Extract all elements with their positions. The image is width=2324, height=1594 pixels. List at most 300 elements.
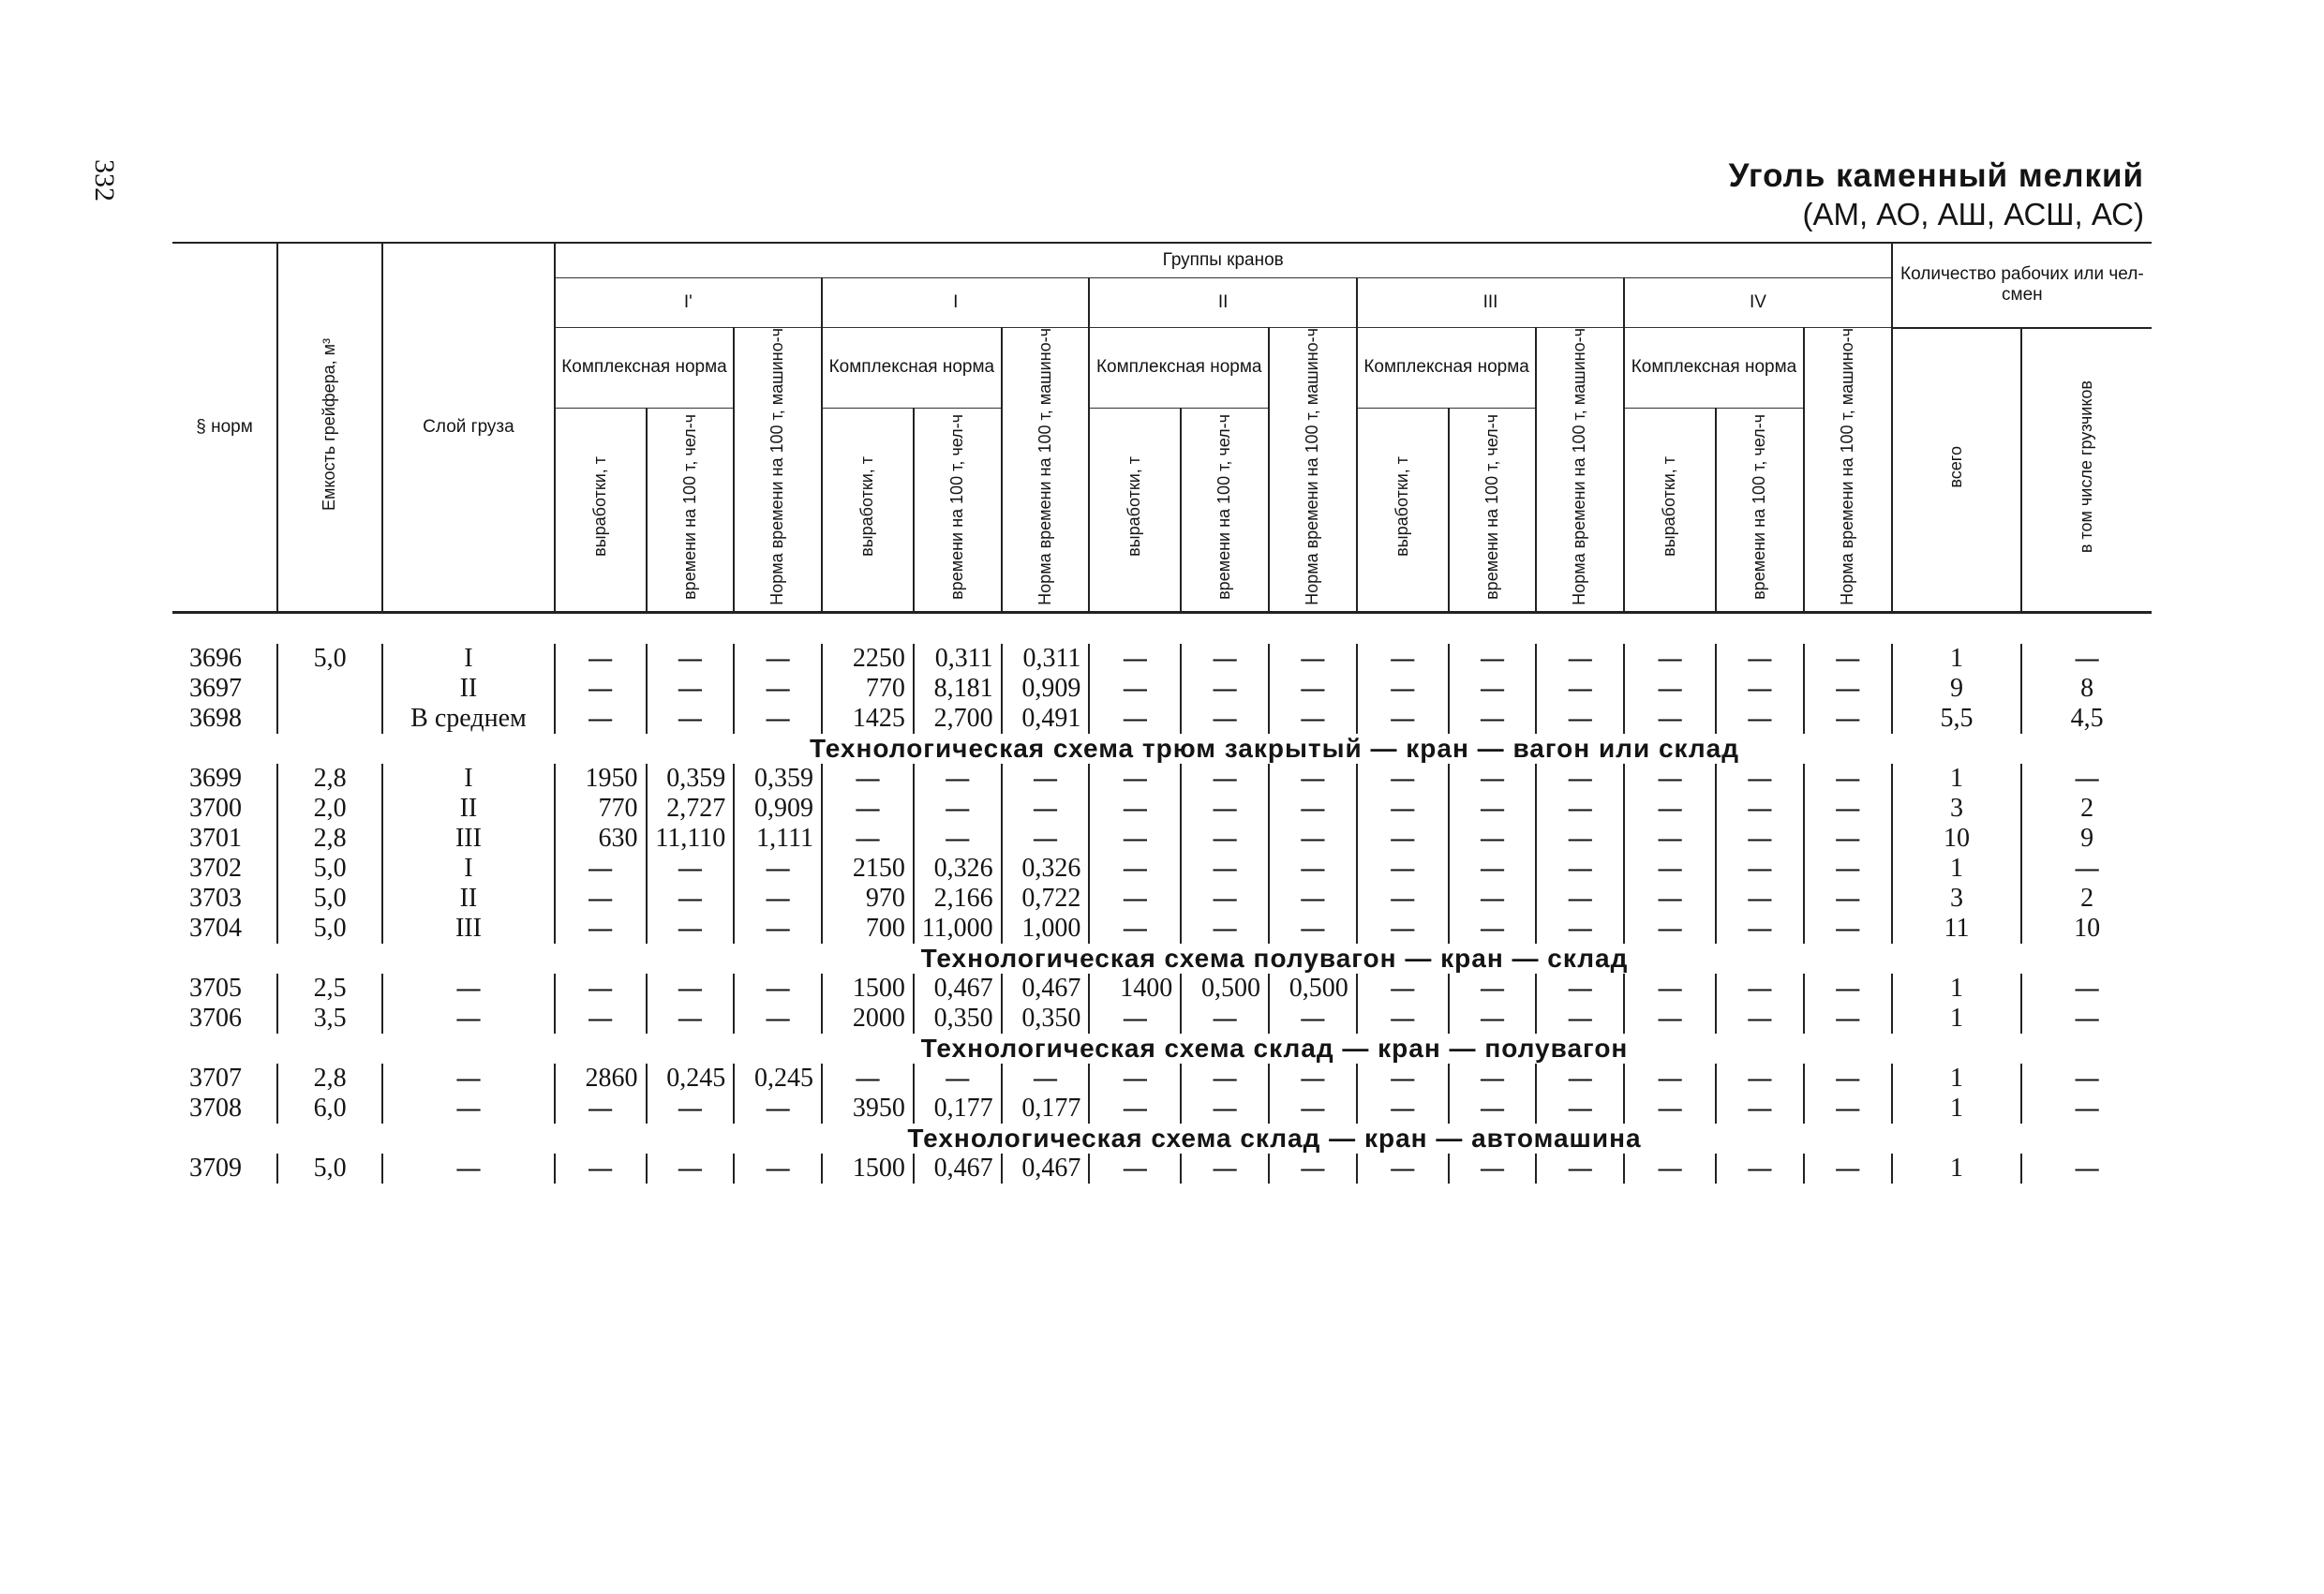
header-workers-loaders	[2021, 328, 2152, 613]
header-machine-time-text: Норма времени на 100 т, машино-ч	[1570, 328, 1589, 605]
crane-value: —	[822, 1064, 914, 1094]
spacer-row	[172, 612, 2152, 644]
workers-total: 1	[1892, 1064, 2022, 1094]
crane-value: —	[1449, 764, 1537, 794]
table-row	[172, 1154, 2152, 1184]
crane-value: —	[734, 884, 822, 914]
crane-value: 0,467	[914, 1154, 1002, 1184]
crane-value: 0,467	[914, 974, 1002, 1004]
grab-capacity: 2,8	[277, 824, 382, 854]
crane-value: 0,491	[1002, 704, 1090, 734]
cargo-layer: III	[382, 914, 554, 944]
workers-total: 5,5	[1892, 704, 2022, 734]
crane-value: 2250	[822, 644, 914, 674]
crane-value: —	[1449, 794, 1537, 824]
norms-table	[172, 242, 2152, 1184]
cargo-layer: II	[382, 794, 554, 824]
crane-value: —	[1624, 1004, 1716, 1034]
crane-value: 770	[822, 674, 914, 704]
crane-value: —	[1804, 914, 1892, 944]
workers-loaders: —	[2021, 644, 2152, 674]
crane-value: —	[1002, 764, 1090, 794]
crane-value: —	[647, 854, 735, 884]
crane-value: —	[1536, 674, 1624, 704]
header-group-4: IV	[1624, 278, 1892, 328]
grab-capacity: 2,8	[277, 1064, 382, 1094]
crane-value: 0,311	[1002, 644, 1090, 674]
norm-number: 3700	[189, 793, 242, 823]
header-output-3	[1357, 408, 1449, 612]
header-complex-norm-4: Комплексная норма	[1624, 328, 1804, 409]
crane-value: —	[1804, 704, 1892, 734]
header-grab-capacity-text: Емкость грейфера, м³	[320, 337, 339, 511]
crane-value: —	[1804, 764, 1892, 794]
header-cargo-layer: Слой груза	[382, 243, 554, 612]
header-output-text: выработки, т	[1392, 456, 1411, 558]
header-time-1	[914, 408, 1002, 612]
header-time-text: времени на 100 т, чел-ч	[1214, 413, 1234, 600]
header-machine-time-3	[1536, 328, 1624, 613]
crane-value: —	[1624, 854, 1716, 884]
crane-value: —	[914, 794, 1002, 824]
crane-value: —	[734, 854, 822, 884]
crane-value: —	[1181, 764, 1269, 794]
crane-value: —	[555, 974, 647, 1004]
crane-value: —	[1624, 824, 1716, 854]
grab-capacity: 5,0	[277, 854, 382, 884]
header-group-1: I	[822, 278, 1089, 328]
crane-value: —	[1716, 974, 1804, 1004]
crane-value: —	[1269, 1064, 1357, 1094]
crane-value: —	[1536, 914, 1624, 944]
crane-value: —	[822, 764, 914, 794]
crane-value: —	[734, 674, 822, 704]
crane-value: —	[1089, 674, 1181, 704]
grab-capacity: 5,0	[277, 914, 382, 944]
crane-value: —	[1716, 1094, 1804, 1124]
header-workers-total	[1892, 328, 2022, 613]
crane-value: —	[1449, 674, 1537, 704]
header-output-4	[1624, 408, 1716, 612]
table-row	[172, 884, 2152, 914]
crane-value: —	[734, 1154, 822, 1184]
crane-value: —	[734, 1004, 822, 1034]
crane-value: 1400	[1089, 974, 1181, 1004]
crane-value: —	[1269, 644, 1357, 674]
grab-capacity: 6,0	[277, 1094, 382, 1124]
crane-value: —	[734, 1094, 822, 1124]
header-output-0	[555, 408, 647, 612]
crane-value: —	[1181, 674, 1269, 704]
header-group-2: II	[1089, 278, 1356, 328]
header-output-text: выработки, т	[857, 456, 877, 558]
crane-value: —	[647, 914, 735, 944]
crane-value: —	[1716, 914, 1804, 944]
crane-value: —	[1624, 1064, 1716, 1094]
crane-value: —	[734, 704, 822, 734]
crane-value: —	[647, 884, 735, 914]
norm-number: 3703	[189, 883, 242, 913]
header-norm-no: § норм	[172, 243, 277, 612]
scheme-title: Технологическая схема склад — кран — полувагон	[920, 1033, 1629, 1063]
norm-number: 3696	[189, 643, 242, 673]
crane-value: —	[555, 644, 647, 674]
crane-value: —	[1181, 644, 1269, 674]
crane-value: —	[1357, 824, 1449, 854]
header-output-text: выработки, т	[589, 456, 609, 558]
crane-value: —	[1269, 1094, 1357, 1124]
crane-value: 630	[555, 824, 647, 854]
crane-value: —	[1536, 704, 1624, 734]
crane-value: —	[1536, 1064, 1624, 1094]
workers-loaders: —	[2021, 1064, 2152, 1094]
header-time-2	[1181, 408, 1269, 612]
norm-number: 3697	[189, 673, 242, 703]
crane-value: —	[1804, 1004, 1892, 1034]
crane-value: —	[1269, 1154, 1357, 1184]
norm-number: 3709	[189, 1153, 242, 1183]
crane-value: —	[1624, 674, 1716, 704]
crane-value: —	[1804, 884, 1892, 914]
crane-value: 0,359	[647, 764, 735, 794]
crane-value: —	[1804, 644, 1892, 674]
crane-value: —	[1716, 824, 1804, 854]
crane-value: —	[1624, 644, 1716, 674]
crane-value: —	[647, 1094, 735, 1124]
header-time-0	[647, 408, 735, 612]
crane-value: 8,181	[914, 674, 1002, 704]
cargo-layer: В среднем	[382, 704, 554, 734]
scheme-title: Технологическая схема полувагон — кран — склад	[920, 943, 1629, 973]
cargo-layer: —	[382, 1004, 554, 1034]
header-time-text: времени на 100 т, чел-ч	[1482, 413, 1501, 600]
crane-value: —	[1536, 764, 1624, 794]
scheme-title: Технологическая схема трюм закрытый — кран — вагон или склад	[809, 733, 1740, 763]
table-row	[172, 824, 2152, 854]
crane-value: 770	[555, 794, 647, 824]
crane-value: —	[1357, 794, 1449, 824]
crane-value: 0,177	[914, 1094, 1002, 1124]
header-time-text: времени на 100 т, чел-ч	[946, 413, 966, 600]
grab-capacity: 3,5	[277, 1004, 382, 1034]
table-row	[172, 644, 2152, 674]
crane-value: —	[1716, 764, 1804, 794]
crane-value: —	[1269, 1004, 1357, 1034]
grab-capacity: 2,0	[277, 794, 382, 824]
crane-value: 0,909	[734, 794, 822, 824]
crane-value: 700	[822, 914, 914, 944]
header-machine-time-text: Норма времени на 100 т, машино-ч	[1837, 328, 1856, 605]
crane-value: 0,350	[1002, 1004, 1090, 1034]
crane-value: 970	[822, 884, 914, 914]
header-time-text: времени на 100 т, чел-ч	[1750, 413, 1768, 600]
crane-value: 0,909	[1002, 674, 1090, 704]
workers-loaders: —	[2021, 854, 2152, 884]
crane-value: —	[1089, 704, 1181, 734]
crane-value: —	[1536, 824, 1624, 854]
crane-value: 1500	[822, 974, 914, 1004]
workers-total: 10	[1892, 824, 2022, 854]
crane-value: —	[1181, 1004, 1269, 1034]
workers-total: 3	[1892, 794, 2022, 824]
crane-value: —	[555, 674, 647, 704]
header-output-1	[822, 408, 914, 612]
header-machine-time-text: Норма времени на 100 т, машино-ч	[767, 328, 787, 605]
cargo-layer: —	[382, 1064, 554, 1094]
crane-value: 0,467	[1002, 974, 1090, 1004]
crane-value: —	[1624, 764, 1716, 794]
header-grab-capacity	[277, 243, 382, 612]
workers-loaders: 9	[2021, 824, 2152, 854]
header-complex-norm-0: Комплексная норма	[555, 328, 735, 409]
table-row	[172, 854, 2152, 884]
crane-value: 1500	[822, 1154, 914, 1184]
title-line-2: (АМ, АО, АШ, АСШ, АС)	[1802, 197, 2144, 231]
crane-value: —	[647, 974, 735, 1004]
scheme-row	[172, 1034, 2152, 1064]
header-machine-time-2	[1269, 328, 1357, 613]
workers-total: 1	[1892, 854, 2022, 884]
crane-value: —	[1449, 704, 1537, 734]
crane-value: —	[555, 884, 647, 914]
crane-value: —	[1089, 854, 1181, 884]
crane-value: —	[1624, 1154, 1716, 1184]
crane-value: —	[1536, 1154, 1624, 1184]
cargo-layer: I	[382, 764, 554, 794]
crane-value: 0,350	[914, 1004, 1002, 1034]
crane-value: —	[1716, 794, 1804, 824]
scheme-row	[172, 734, 2152, 764]
crane-value: —	[1089, 644, 1181, 674]
workers-loaders: 2	[2021, 794, 2152, 824]
crane-value: —	[1804, 1094, 1892, 1124]
crane-value: 1425	[822, 704, 914, 734]
crane-value: 0,326	[1002, 854, 1090, 884]
crane-value: 0,311	[914, 644, 1002, 674]
crane-value: 0,467	[1002, 1154, 1090, 1184]
crane-value: —	[647, 1154, 735, 1184]
header-machine-time-text: Норма времени на 100 т, машино-ч	[1035, 328, 1054, 605]
crane-value: —	[647, 644, 735, 674]
grab-capacity: 5,0	[277, 1154, 382, 1184]
crane-value: —	[1449, 824, 1537, 854]
crane-value: 11,000	[914, 914, 1002, 944]
crane-value: —	[1716, 1154, 1804, 1184]
grab-capacity: 5,0	[277, 644, 382, 674]
table-row	[172, 764, 2152, 794]
workers-total: 1	[1892, 974, 2022, 1004]
crane-value: —	[647, 1004, 735, 1034]
table-row	[172, 704, 2152, 734]
workers-loaders: —	[2021, 764, 2152, 794]
crane-value: —	[1449, 644, 1537, 674]
crane-value: —	[1536, 794, 1624, 824]
crane-value: 2,727	[647, 794, 735, 824]
crane-value: —	[1536, 974, 1624, 1004]
crane-value: —	[1624, 794, 1716, 824]
norm-number: 3708	[189, 1093, 242, 1123]
crane-value: 1,000	[1002, 914, 1090, 944]
workers-total: 9	[1892, 674, 2022, 704]
crane-value: —	[822, 794, 914, 824]
norm-number: 3705	[189, 973, 242, 1003]
workers-total: 3	[1892, 884, 2022, 914]
header-output-text: выработки, т	[1125, 456, 1144, 558]
grab-capacity	[277, 674, 382, 704]
norm-number: 3698	[189, 703, 242, 733]
crane-value: —	[1716, 644, 1804, 674]
header-time-3	[1449, 408, 1537, 612]
crane-value: 2860	[555, 1064, 647, 1094]
crane-value: 0,245	[647, 1064, 735, 1094]
crane-value: —	[1181, 824, 1269, 854]
crane-value: —	[1716, 884, 1804, 914]
header-workers-loaders-text: в том числе грузчиков	[2077, 380, 2096, 554]
crane-value: —	[1804, 794, 1892, 824]
crane-value: —	[1269, 674, 1357, 704]
crane-value: —	[1624, 974, 1716, 1004]
crane-value: —	[1357, 884, 1449, 914]
crane-value: —	[1804, 674, 1892, 704]
crane-value: 0,326	[914, 854, 1002, 884]
crane-value: —	[914, 764, 1002, 794]
workers-loaders: 2	[2021, 884, 2152, 914]
crane-value: —	[1357, 674, 1449, 704]
workers-loaders: 8	[2021, 674, 2152, 704]
crane-value: —	[1449, 1094, 1537, 1124]
crane-value: —	[1357, 1154, 1449, 1184]
table-row	[172, 1064, 2152, 1094]
header-time-text: времени на 100 т, чел-ч	[679, 413, 699, 600]
crane-value: —	[647, 704, 735, 734]
crane-value: —	[1089, 764, 1181, 794]
crane-value: —	[1357, 1064, 1449, 1094]
crane-value: —	[1449, 1004, 1537, 1034]
header-machine-time-0	[734, 328, 822, 613]
table-row	[172, 1004, 2152, 1034]
crane-value: —	[1269, 854, 1357, 884]
header-machine-time-4	[1804, 328, 1892, 613]
crane-value: —	[1089, 884, 1181, 914]
crane-value: 0,359	[734, 764, 822, 794]
crane-value: —	[1357, 1094, 1449, 1124]
crane-value: —	[1269, 794, 1357, 824]
header-machine-time-1	[1002, 328, 1090, 613]
crane-value: 3950	[822, 1094, 914, 1124]
crane-value: —	[1449, 884, 1537, 914]
workers-loaders: 10	[2021, 914, 2152, 944]
table-row	[172, 1094, 2152, 1124]
header-time-4	[1716, 408, 1804, 612]
header-crane-groups: Группы кранов	[555, 243, 1892, 278]
crane-value: —	[1449, 974, 1537, 1004]
crane-value: 0,500	[1269, 974, 1357, 1004]
crane-value: 1950	[555, 764, 647, 794]
cargo-layer: —	[382, 1094, 554, 1124]
crane-value: —	[1181, 884, 1269, 914]
crane-value: —	[1181, 1154, 1269, 1184]
crane-value: —	[1804, 1064, 1892, 1094]
crane-value: 0,177	[1002, 1094, 1090, 1124]
crane-value: —	[1357, 914, 1449, 944]
scheme-row	[172, 1124, 2152, 1154]
crane-value: —	[1269, 764, 1357, 794]
crane-value: —	[1804, 854, 1892, 884]
crane-value: —	[555, 1004, 647, 1034]
table-row	[172, 914, 2152, 944]
cargo-layer: II	[382, 884, 554, 914]
crane-value: —	[1804, 1154, 1892, 1184]
crane-value: —	[1536, 884, 1624, 914]
crane-value: —	[734, 974, 822, 1004]
header-output-2	[1089, 408, 1181, 612]
scheme-title: Технологическая схема склад — кран — автомашина	[907, 1123, 1642, 1153]
crane-value: —	[555, 854, 647, 884]
crane-value: —	[1269, 884, 1357, 914]
crane-value: —	[555, 1094, 647, 1124]
crane-value: —	[1804, 824, 1892, 854]
norm-number: 3702	[189, 853, 242, 883]
crane-value: —	[1357, 1004, 1449, 1034]
cargo-layer: I	[382, 644, 554, 674]
grab-capacity: 2,5	[277, 974, 382, 1004]
cargo-layer: II	[382, 674, 554, 704]
crane-value: —	[1357, 974, 1449, 1004]
norm-number: 3707	[189, 1063, 242, 1093]
grab-capacity: 2,8	[277, 764, 382, 794]
scheme-row	[172, 944, 2152, 974]
workers-loaders: —	[2021, 974, 2152, 1004]
crane-value: 2,700	[914, 704, 1002, 734]
header-machine-time-text: Норма времени на 100 т, машино-ч	[1303, 328, 1322, 605]
crane-value: 11,110	[647, 824, 735, 854]
crane-value: —	[647, 674, 735, 704]
header-output-text: выработки, т	[1660, 456, 1679, 558]
title-line-1: Уголь каменный мелкий	[1728, 157, 2144, 194]
crane-value: —	[1449, 914, 1537, 944]
crane-value: —	[1269, 914, 1357, 944]
crane-value: —	[1089, 1004, 1181, 1034]
crane-value: —	[1624, 914, 1716, 944]
crane-value: —	[1181, 794, 1269, 824]
crane-value: —	[1181, 914, 1269, 944]
crane-value: —	[1536, 1094, 1624, 1124]
spacer-cell	[172, 612, 2152, 644]
crane-value: —	[1536, 854, 1624, 884]
crane-value: —	[1624, 884, 1716, 914]
header-complex-norm-1: Комплексная норма	[822, 328, 1002, 409]
crane-value: —	[1357, 764, 1449, 794]
crane-value: 0,245	[734, 1064, 822, 1094]
crane-value: —	[1716, 1064, 1804, 1094]
grab-capacity	[277, 704, 382, 734]
header-workers: Количество рабочих или чел-смен	[1892, 243, 2152, 328]
crane-value: —	[1181, 704, 1269, 734]
crane-value: —	[1089, 914, 1181, 944]
crane-value: —	[1449, 1064, 1537, 1094]
crane-value: —	[1089, 1154, 1181, 1184]
cargo-layer: III	[382, 824, 554, 854]
crane-value: —	[555, 914, 647, 944]
crane-value: 0,500	[1181, 974, 1269, 1004]
workers-total: 11	[1892, 914, 2022, 944]
crane-value: —	[1002, 1064, 1090, 1094]
grab-capacity: 5,0	[277, 884, 382, 914]
crane-value: —	[1089, 794, 1181, 824]
crane-value: —	[555, 1154, 647, 1184]
cargo-layer: —	[382, 974, 554, 1004]
crane-value: —	[914, 1064, 1002, 1094]
